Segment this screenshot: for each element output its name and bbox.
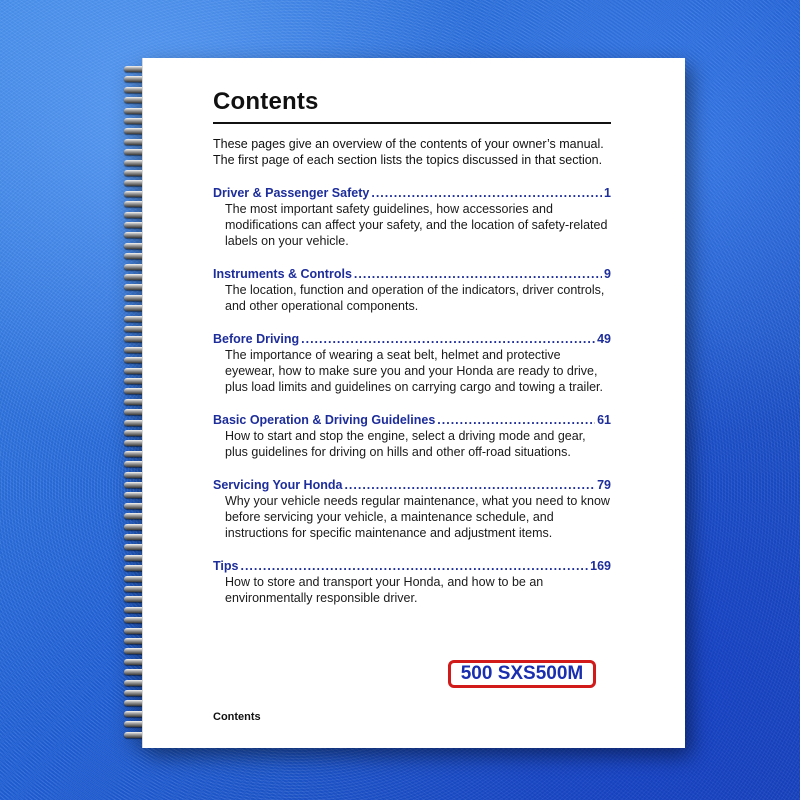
- toc-entry-page[interactable]: 1: [604, 186, 611, 200]
- toc-entry-servicing[interactable]: [213, 477, 611, 541]
- toc-entry-description: The location, function and operation of the indicators, driver controls, and other operational components.: [225, 283, 605, 313]
- intro-line-2: The first page of each section lists the topics discussed in that section.: [213, 153, 603, 167]
- dot-leader: [240, 558, 588, 574]
- toc-entry-page[interactable]: 169: [590, 559, 611, 573]
- dot-leader: [437, 412, 595, 428]
- toc-entry-description: The most important safety guidelines, how accessories and modifications can affect your safety, and the location of safety-related labels on your vehicle.: [225, 202, 608, 248]
- toc-entry-driver-passenger-safety[interactable]: [213, 185, 611, 249]
- contents-block: [213, 88, 611, 606]
- toc-entry-instruments-controls[interactable]: [213, 266, 611, 314]
- toc-entry-basic-operation[interactable]: [213, 412, 611, 460]
- toc-entry-title[interactable]: Before Driving: [213, 332, 300, 346]
- toc-entry-line[interactable]: [213, 185, 611, 201]
- toc-entry-description: Why your vehicle needs regular maintenance, what you need to know before servicing your vehicle, a maintenance schedule, and instructions for specific maintenance and adjustment items.: [225, 494, 610, 540]
- toc-entry-line[interactable]: [213, 266, 611, 282]
- toc-entry-page[interactable]: 79: [597, 478, 611, 492]
- toc-entry-page[interactable]: 49: [597, 332, 611, 346]
- toc-entry-title[interactable]: Basic Operation & Driving Guidelines: [213, 413, 436, 427]
- toc-entry-title[interactable]: Driver & Passenger Safety: [213, 186, 370, 200]
- toc-entry-line[interactable]: [213, 331, 611, 347]
- toc-entry-description: How to start and stop the engine, select a driving mode and gear, plus guidelines for driving on hills and other off-road situations.: [225, 429, 586, 459]
- toc-entry-line[interactable]: [213, 558, 611, 574]
- toc-entry-tips[interactable]: [213, 558, 611, 606]
- toc-entry-description: How to store and transport your Honda, and how to be an environmentally responsible driver.: [225, 575, 544, 605]
- intro-text: [213, 136, 611, 168]
- toc-entry-before-driving[interactable]: [213, 331, 611, 395]
- dot-leader: [354, 266, 602, 282]
- model-badge: 500 SXS500M: [448, 660, 596, 688]
- toc-entry-title[interactable]: Servicing Your Honda: [213, 478, 343, 492]
- toc-entry-description: The importance of wearing a seat belt, helmet and protective eyewear, how to make sure you and your Honda are ready to drive, plus load limits and guidelines on carrying cargo and towing a trailer.: [225, 348, 603, 394]
- page-footer: Contents: [213, 711, 261, 723]
- intro-line-1: These pages give an overview of the contents of your owner’s manual.: [213, 137, 604, 151]
- dot-leader: [371, 185, 602, 201]
- page-title: Contents: [213, 88, 611, 124]
- toc-entry-title[interactable]: Tips: [213, 559, 239, 573]
- toc-entry-page[interactable]: 9: [604, 267, 611, 281]
- toc-entry-line[interactable]: [213, 477, 611, 493]
- toc-entry-line[interactable]: [213, 412, 611, 428]
- dot-leader: [301, 331, 595, 347]
- toc-entry-title[interactable]: Instruments & Controls: [213, 267, 352, 281]
- toc-entry-page[interactable]: 61: [597, 413, 611, 427]
- dot-leader: [344, 477, 595, 493]
